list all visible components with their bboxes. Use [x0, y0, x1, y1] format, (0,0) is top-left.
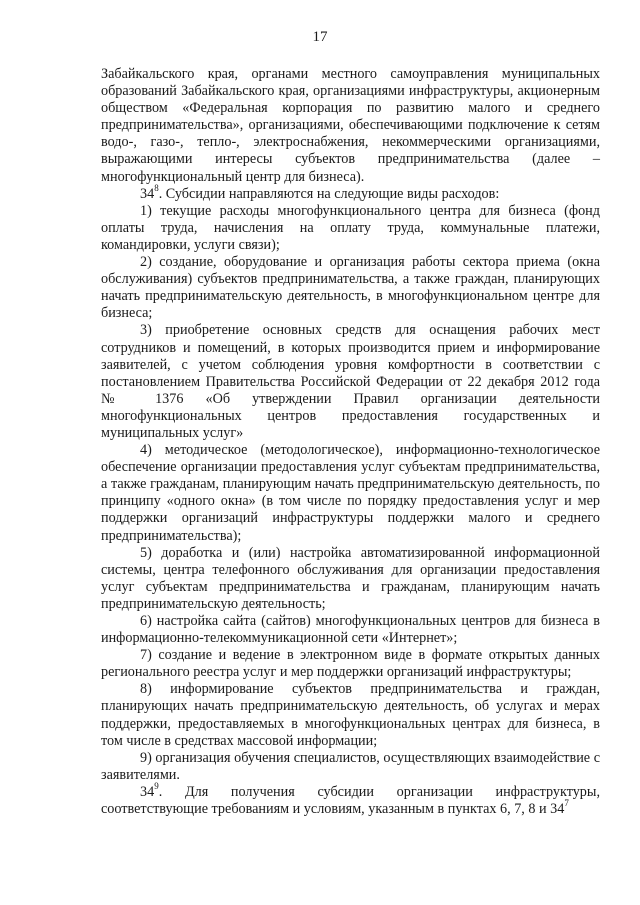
superscript: 7 [564, 798, 569, 809]
list-item-7: 7) создание и ведение в электронном виде в формате открытых данных регионального реестра услуг и мер поддержки организаций инфраструктуры; [101, 647, 600, 681]
list-item-3: 3) приобретение основных средств для оснащения рабочих мест сотрудников и помещений, в которых производится прием и информирование заявителей, с учетом соблюдения уровня комфортности в соответствии с постановлением Правительства Российской Федерации от 22 декабря 2012 года № 1376 «Об утверждении Правил организации деятельности многофункциональных центров предоставления государственных и муниципальных услуг» [101, 322, 600, 441]
page-number: 17 [312, 29, 328, 45]
document-body [101, 66, 600, 818]
list-item-9: 9) организация обучения специалистов, осуществляющих взаимодействие с заявителями. [101, 749, 600, 783]
list-item-4: 4) методическое (методологическое), информационно-технологическое обеспечение организации предоставления услуг субъектам предпринимательства, а также гражданам, планирующим начать предпринимательскую деятельность, по принципу «одного окна» (в том числе по порядку предоставления услуг и мер поддержки организаций инфраструктуры поддержки малого и среднего предпринимательства); [101, 442, 600, 544]
superscript: 8 [154, 182, 159, 193]
list-item-5: 5) доработка и (или) настройка автоматизированной информационной системы, центра телефонного обслуживания для организации предоставления услуг субъектам предпринимательства и гражданам, планирующим начать предпринимательскую деятельность; [101, 544, 600, 612]
paragraph-34-8: $34^8$. Субсидии направляются на следующие виды расходов: [140, 182, 500, 202]
superscript: 9 [154, 781, 159, 792]
paragraph-34-9: $34^9$. Для получения субсидии организации инфраструктуры, соответствующие требованиям и условиям, указанным в пунктах 6, 7, 8 и $34^7$ [101, 781, 600, 818]
list-item-1: 1) текущие расходы многофункционального центра для бизнеса (фонд оплаты труда, начисления на оплату труда, коммунальные платежи, командировки, услуги связи); [101, 202, 600, 253]
list-item-8: 8) информирование субъектов предпринимательства и граждан, планирующих начать предпринимательскую деятельность, об услугах и мерах поддержки, предоставляемых в многофункциональных центрах для бизнеса, в том числе в средствах массовой информации; [101, 681, 600, 749]
list-item-2: 2) создание, оборудование и организация работы сектора приема (окна обслуживания) субъектов предпринимательства, а также граждан, планирующих начать предпринимательскую деятельность, в многофункциональном центре для бизнеса; [101, 254, 600, 322]
list-item-6: 6) настройка сайта (сайтов) многофункциональных центров для бизнеса в информационно-телекоммуникационной сети «Интернет»; [101, 613, 600, 647]
paragraph-intro: Забайкальского края, органами местного самоуправления муниципальных образований Забайкальского края, организациями инфраструктуры, акционерным обществом «Федеральная корпорация по развитию малого и среднего предпринимательства», организациями, обеспечивающими подключение к сетям водо-, газо-, тепло-, электроснабжения, некоммерческими организациями, выражающими интересы субъектов предпринимательства (далее – многофункциональный центр для бизнеса). [101, 66, 600, 185]
